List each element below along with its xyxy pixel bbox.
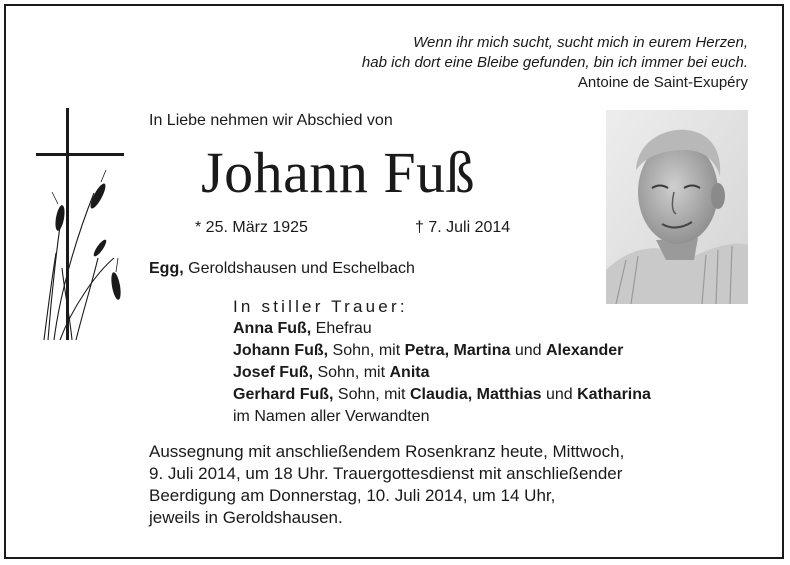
service-info xyxy=(149,441,624,529)
mourner-family: Claudia, Matthias xyxy=(409,386,542,403)
service-line: Aussegnung mit anschließendem Rosenkranz heute, Mittwoch, xyxy=(149,442,625,461)
mourner-line xyxy=(233,340,651,362)
quote-author: Antoine de Saint-Exupéry xyxy=(577,74,748,91)
places-primary: Egg, xyxy=(149,260,184,277)
mourner-family: Katharina xyxy=(577,386,651,403)
quote-line-1: Wenn ihr mich sucht, sucht mich in eurem Herzen, xyxy=(413,34,748,51)
mourner-line xyxy=(233,384,651,406)
portrait-photo xyxy=(606,110,748,304)
mourner-relation: Sohn, mit xyxy=(313,364,390,381)
places-secondary: Geroldshausen und Eschelbach xyxy=(183,260,415,277)
mourners-heading: In stiller Trauer: xyxy=(233,297,408,316)
death-date: † 7. Juli 2014 xyxy=(415,219,511,236)
mourner-conjunction: und xyxy=(541,386,578,403)
mourner-family: Alexander xyxy=(546,342,624,359)
mourner-name: Johann Fuß, xyxy=(233,342,329,359)
mourners-block xyxy=(233,296,651,428)
mourner-name: Anna Fuß, xyxy=(233,320,312,337)
mourner-name: Josef Fuß, xyxy=(233,364,314,381)
mourner-name: Gerhard Fuß, xyxy=(233,386,334,403)
mourner-line xyxy=(233,362,651,384)
quote-block xyxy=(362,33,748,93)
portrait-illustration xyxy=(606,110,748,304)
birth-date: * 25. März 1925 xyxy=(195,219,308,236)
service-line: jeweils in Geroldshausen. xyxy=(149,508,343,527)
mourner-line xyxy=(233,318,651,340)
mourner-relation: Sohn, mit xyxy=(333,386,410,403)
mourner-family: Anita xyxy=(389,364,430,381)
service-line: 9. Juli 2014, um 18 Uhr. Trauergottesdienst mit anschließender xyxy=(149,464,623,483)
mourner-family: Petra, Martina xyxy=(404,342,511,359)
cross-with-wheat-icon xyxy=(36,108,126,343)
intro-text: In Liebe nehmen wir Abschied von xyxy=(149,112,393,129)
mourners-closing: im Namen aller Verwandten xyxy=(233,408,430,425)
mourner-relation: Sohn, mit xyxy=(328,342,405,359)
deceased-name: Johann Fuß xyxy=(201,140,476,205)
places-line xyxy=(149,260,415,278)
mourner-relation: Ehefrau xyxy=(311,320,372,337)
service-line: Beerdigung am Donnerstag, 10. Juli 2014, um 14 Uhr, xyxy=(149,486,556,505)
quote-line-2: hab ich dort eine Bleibe gefunden, bin ich immer bei euch. xyxy=(361,54,748,71)
mourner-conjunction: und xyxy=(510,342,546,359)
